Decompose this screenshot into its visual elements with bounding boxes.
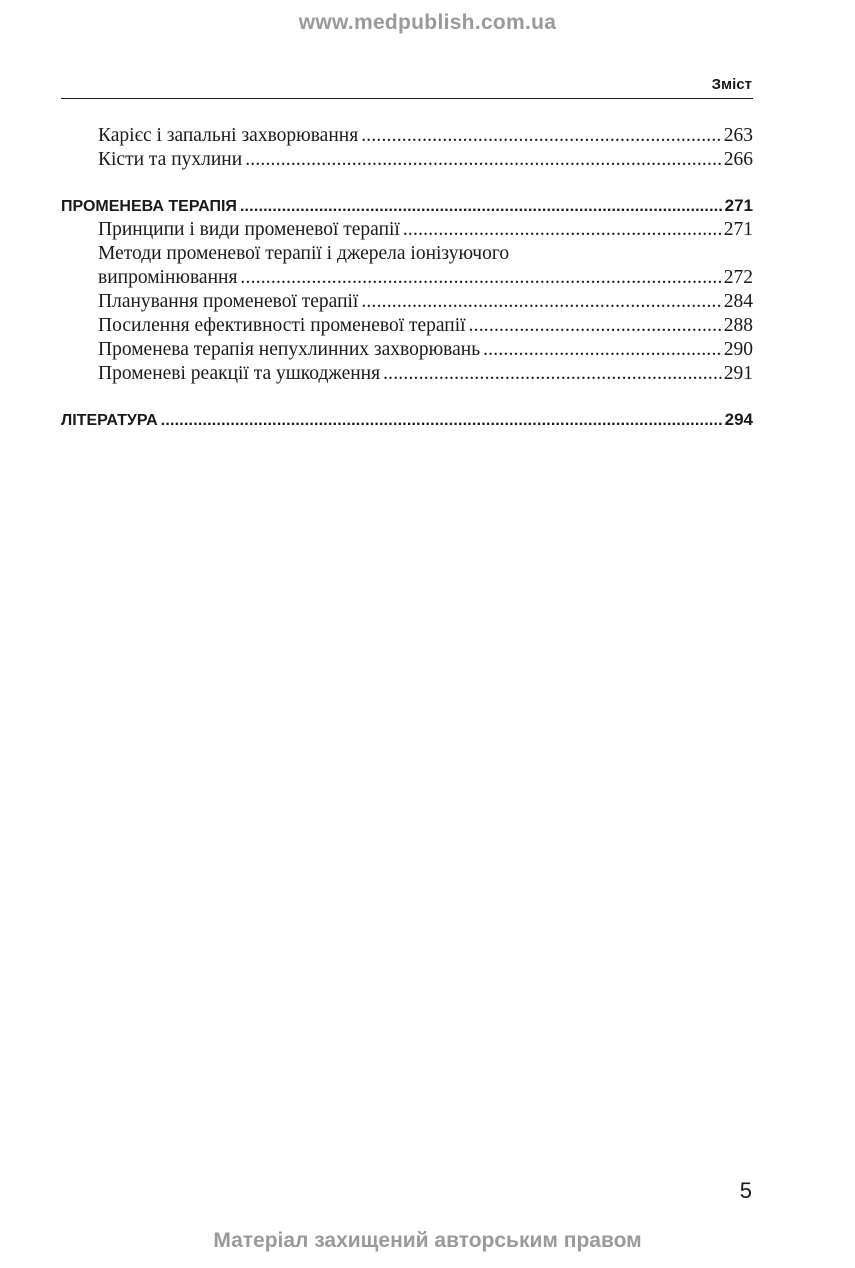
running-head: Зміст [711,76,752,93]
toc-section-radiotherapy[interactable] [61,194,753,218]
toc-entry-title: Планування променевої терапії [98,291,359,312]
dot-leader [383,362,722,386]
toc-section-title: ЛІТЕРАТУРА [61,412,158,429]
toc-entry-line2[interactable] [61,266,753,290]
section-gap [61,172,753,194]
toc-entry-title: Карієс і запальні захворювання [98,125,359,146]
toc-entry-page: 271 [723,219,753,240]
dot-leader [240,266,721,290]
toc-entry[interactable] [61,338,753,362]
toc-entry-page: 288 [723,315,753,336]
toc-entry-title: випромінювання [98,267,238,288]
toc-entry-title: Кісти та пухлини [98,149,243,170]
toc-entry-line1[interactable] [61,242,753,266]
toc-entry-page: 272 [723,267,753,288]
dot-leader [161,409,723,433]
watermark-top: www.medpublish.com.ua [298,11,557,34]
toc-entry[interactable] [61,148,753,172]
dot-leader [245,148,722,172]
watermark-bottom: Матеріал захищений авторським правом [213,1229,642,1252]
toc-entry-title: Посилення ефективності променевої терапії [98,315,466,336]
toc-section-page: 271 [724,196,753,215]
toc-entry-page: 291 [723,363,753,384]
table-of-contents [61,124,753,432]
page-number: 5 [739,1178,752,1203]
toc-entry[interactable] [61,124,753,148]
toc-entry[interactable] [61,362,753,386]
dot-leader [240,195,723,219]
dot-leader [469,314,722,338]
dot-leader [361,290,721,314]
toc-entry-page: 290 [723,339,753,360]
toc-section-page: 294 [724,410,753,429]
toc-entry-page: 263 [723,125,753,146]
toc-section-literature[interactable] [61,408,753,432]
toc-entry[interactable] [61,218,753,242]
toc-entry-title: Методи променевої терапії і джерела іонізуючого [98,243,510,264]
header-rule [61,98,753,99]
dot-leader [403,218,722,242]
toc-entry-title: Променева терапія непухлинних захворювань [98,339,481,360]
toc-entry-title: Променеві реакції та ушкодження [98,363,381,384]
dot-leader [483,338,722,362]
toc-entry-page: 284 [723,291,753,312]
toc-entry-title: Принципи і види променевої терапії [98,219,400,240]
section-gap [61,386,753,408]
toc-entry[interactable] [61,290,753,314]
toc-section-title: ПРОМЕНЕВА ТЕРАПІЯ [61,198,237,215]
dot-leader [361,124,722,148]
toc-entry-page: 266 [723,149,753,170]
toc-entry[interactable] [61,314,753,338]
